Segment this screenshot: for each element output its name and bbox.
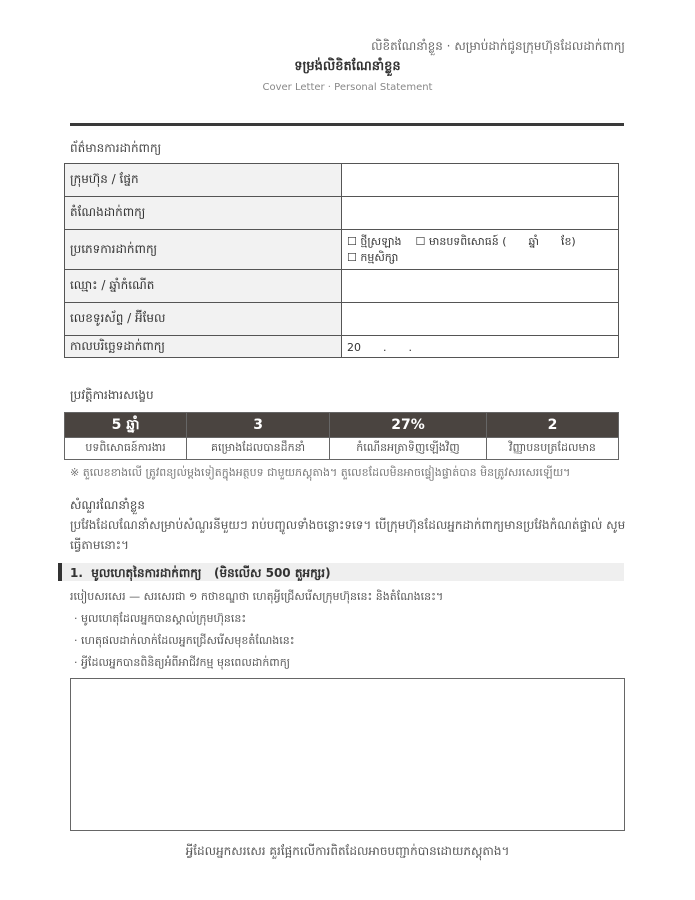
- field-label: ក្រុមហ៊ុន / ផ្នែក: [65, 164, 342, 197]
- list-item: · មូលហេតុដែលអ្នកបានស្គាល់ក្រុមហ៊ុននេះ: [74, 612, 247, 625]
- name-birthyear-field[interactable]: [342, 270, 619, 303]
- field-label: ឈ្មោះ / ឆ្នាំកំណើត: [65, 270, 342, 303]
- stat-label: គម្រោងដែលបានដឹកនាំ: [187, 438, 330, 460]
- stats-value-row: [65, 413, 619, 438]
- stat-label: បទពិសោធន៍ការងារ: [65, 438, 187, 460]
- question-hints: [74, 608, 295, 674]
- stat-value: 5 ឆ្នាំ: [65, 413, 187, 438]
- company-field[interactable]: [342, 164, 619, 197]
- list-item: · ហេតុផលដាក់លាក់ដែលអ្នកជ្រើសរើសមុខតំណែងនេះ: [74, 634, 295, 647]
- stat-value: 2: [486, 413, 618, 438]
- stat-value: 3: [187, 413, 330, 438]
- field-label: ប្រភេទការដាក់ពាក្យ: [65, 230, 342, 270]
- application-date-field[interactable]: 20 . .: [342, 336, 619, 358]
- field-label: កាលបរិច្ឆេទដាក់ពាក្យ: [65, 336, 342, 358]
- table-row: [65, 230, 619, 270]
- field-label: លេខទូរស័ព្ទ / អ៊ីមែល: [65, 303, 342, 336]
- stat-value: 27%: [330, 413, 487, 438]
- question-1-heading: [70, 565, 331, 583]
- summary-note: ※ តួលេខខាងលើ ត្រូវពន្យល់ម្តងទៀតក្នុងអត្ថបទ ជាមួយភស្តុតាង។ តួលេខដែលមិនអាចផ្ទៀងផ្ទាត់បាន មិនត្រូវសរសេរឡើយ។: [70, 466, 571, 479]
- application-type-field: [342, 230, 619, 270]
- question-number: 1.: [70, 566, 83, 580]
- info-section-label: ព័ត៌មានការដាក់ពាក្យ: [70, 141, 162, 155]
- phone-email-field[interactable]: [342, 303, 619, 336]
- table-row: [65, 270, 619, 303]
- guide-title: សំណួរណែនាំខ្លួន: [70, 498, 145, 512]
- stat-label: វិញ្ញាបនបត្រដែលមាន: [486, 438, 618, 460]
- footer-note: អ្វីដែលអ្នកសរសេរ គួរផ្អែកលើការពិតដែលអាចបញ្ជាក់បានដោយភស្តុតាង។: [185, 844, 510, 858]
- page-title: ទម្រង់លិខិតណែនាំខ្លួន: [294, 59, 401, 74]
- application-info-table: [64, 163, 619, 358]
- list-item: · អ្វីដែលអ្នកបានពិនិត្យអំពីអាជីវកម្ម មុនពេលដាក់ពាក្យ: [74, 656, 291, 669]
- option-new-graduate-checkbox[interactable]: ☐ ថ្មីស្រឡាង: [347, 234, 402, 248]
- table-row: [65, 336, 619, 358]
- table-row: [65, 164, 619, 197]
- table-row: [65, 197, 619, 230]
- question-limit: (មិនលើស 500 តួអក្សរ): [214, 566, 331, 580]
- career-summary-table: [64, 412, 619, 460]
- page-subtitle: Cover Letter · Personal Statement: [262, 82, 433, 93]
- option-internship-checkbox[interactable]: ☐ កម្មសិក្សា: [347, 250, 399, 264]
- summary-section-label: ប្រវត្តិការងារសង្ខេប: [70, 388, 154, 402]
- answer-textarea[interactable]: [70, 678, 625, 831]
- option-experienced-checkbox[interactable]: ☐ មានបទពិសោធន៍ ( ឆ្នាំ ខែ): [415, 234, 576, 248]
- table-row: [65, 303, 619, 336]
- header-caption: លិខិតណែនាំខ្លួន · សម្រាប់ដាក់ជូនក្រុមហ៊ុនដែលដាក់ពាក្យ: [371, 39, 625, 53]
- stats-label-row: [65, 438, 619, 460]
- guide-text: ប្រវែងដែលណែនាំសម្រាប់សំណួរនីមួយៗ រាប់បញ្ចូលទាំងចន្លោះទទេ។ បើក្រុមហ៊ុនដែលអ្នកដាក់ពាក្យមានប្រវែងកំណត់ផ្ទាល់ សូមធ្វើតាមនោះ។: [70, 518, 626, 552]
- stat-label: កំណើនអត្រាទិញឡើងវិញ: [330, 438, 487, 460]
- header-divider: [70, 123, 624, 126]
- field-label: តំណែងដាក់ពាក្យ: [65, 197, 342, 230]
- position-field[interactable]: [342, 197, 619, 230]
- question-title: មូលហេតុនៃការដាក់ពាក្យ: [91, 566, 202, 580]
- question-instructions: របៀបសរសេរ — សរសេរជា ១ កថាខណ្ឌថា ហេតុអ្វីជ្រើសរើសក្រុមហ៊ុននេះ និងតំណែងនេះ។: [70, 590, 444, 603]
